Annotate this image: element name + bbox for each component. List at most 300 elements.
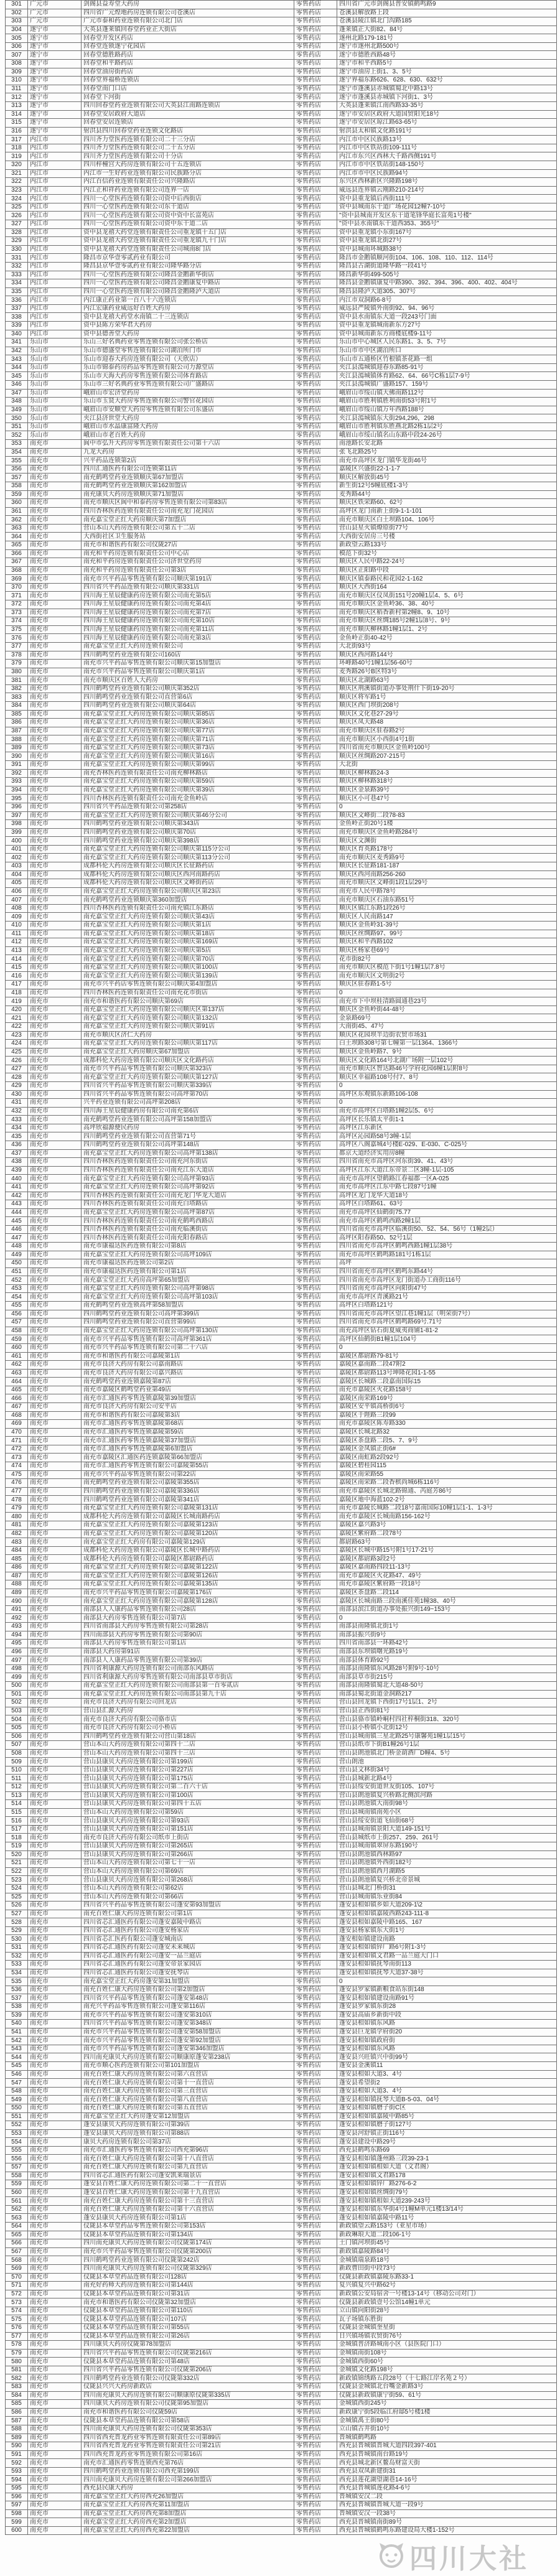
store-name-cell: 四川杏林医药连锁有限责任公司南充金鱼岭店 xyxy=(82,795,294,803)
city-cell: 南充市 xyxy=(28,2442,82,2451)
store-name-cell: 南充市良济大药房有限公司纸市上街店 xyxy=(82,1834,294,1842)
store-name-cell: 南充嘉宝堂正红大药房连锁有限公司顺庆第85店 xyxy=(82,710,294,719)
category-cell: 零售药店 xyxy=(294,2509,337,2518)
row-number-cell: 433 xyxy=(6,1116,28,1124)
row-number-cell: 459 xyxy=(6,1335,28,1344)
row-number-cell: 308 xyxy=(6,60,28,68)
category-cell: 零售药店 xyxy=(294,2112,337,2121)
store-name-cell: 南充嘉宝堂正红大药房连锁有限公司嘉陵第135店 xyxy=(82,1580,294,1589)
row-number-cell: 520 xyxy=(6,1850,28,1859)
category-cell: 零售药店 xyxy=(294,1732,337,1741)
address-cell: 嘉陵区都尉路79-81号 xyxy=(337,1352,557,1361)
row-number-cell: 468 xyxy=(6,1411,28,1420)
row-number-cell: 472 xyxy=(6,1445,28,1454)
row-number-cell: 401 xyxy=(6,845,28,854)
category-cell: 零售药店 xyxy=(294,110,337,119)
table-row xyxy=(6,811,557,820)
store-name-cell: 乐山市迎春大药房连锁有限公司（天欣店） xyxy=(82,355,294,364)
city-cell: 南充市 xyxy=(28,2028,82,2037)
address-cell: 营山县朗池镇西林路97 xyxy=(337,1850,557,1859)
address-cell: 仪陇县新政镇嘉陵东路33-1 xyxy=(337,2273,557,2282)
row-number-cell: 309 xyxy=(6,68,28,77)
row-number-cell: 538 xyxy=(6,2003,28,2012)
address-cell: 乐山市中心城区人民东路1、3、5、7号 xyxy=(337,338,557,347)
table-row xyxy=(6,1437,557,1445)
city-cell: 南充市 xyxy=(28,1302,82,1310)
category-cell: 零售药店 xyxy=(294,93,337,102)
category-cell: 零售药店 xyxy=(294,34,337,43)
table-row xyxy=(6,2155,557,2163)
city-cell: 南充市 xyxy=(28,2053,82,2062)
city-cell: 南充市 xyxy=(28,1623,82,1631)
table-row xyxy=(6,1859,557,1868)
address-cell: 营山县城南镇三星北路25号康馨苑1幢1层15号 xyxy=(337,1732,557,1741)
category-cell: 零售药店 xyxy=(294,1943,337,1952)
store-name-cell: 内江百信药业连锁有限责任公司兴隆路店 xyxy=(82,178,294,187)
city-cell: 内江市 xyxy=(28,287,82,296)
row-number-cell: 316 xyxy=(6,127,28,136)
store-name-cell: 四川鹤鸣堂药业连锁有限公司顺庆第398店 xyxy=(82,837,294,846)
table-row xyxy=(6,1724,557,1732)
row-number-cell: 497 xyxy=(6,1656,28,1665)
address-cell: 西充县晋城镇南台路19号 xyxy=(337,2450,557,2459)
store-name-cell: 四川省利康源大药房连锁有限公司南部东风路店 xyxy=(82,1664,294,1673)
city-cell: 南充市 xyxy=(28,963,82,972)
category-cell: 零售药店 xyxy=(294,2467,337,2476)
address-cell: 营山县城北门桥街31 xyxy=(337,1884,557,1893)
store-name-cell: 四川鹤鸣堂药业连锁有限公司直营第6店 xyxy=(82,693,294,702)
table-row xyxy=(6,1977,557,1986)
row-number-cell: 431 xyxy=(6,1099,28,1108)
row-number-cell: 596 xyxy=(6,2493,28,2501)
row-number-cell: 327 xyxy=(6,220,28,229)
category-cell: 零售药店 xyxy=(294,1707,337,1715)
category-cell: 零售药店 xyxy=(294,2298,337,2307)
address-cell: 四川省南充市顺庆区金鱼岭100号 xyxy=(337,744,557,752)
category-cell: 零售药店 xyxy=(294,2501,337,2510)
row-number-cell: 545 xyxy=(6,2062,28,2071)
store-name-cell: 四川鹤鸣堂药业连锁有限公司仪陇第332店 xyxy=(82,2374,294,2383)
table-row xyxy=(6,1107,557,1116)
address-cell: 土门镇河坝街45号 xyxy=(337,2239,557,2248)
city-cell: 南充市 xyxy=(28,795,82,803)
category-cell: 零售药店 xyxy=(294,2383,337,2392)
city-cell: 南充市 xyxy=(28,2282,82,2290)
address-cell: 南充市顺庆区石油东路51号 xyxy=(337,896,557,905)
city-cell: 南充市 xyxy=(28,1529,82,1538)
address-cell: 四川省南充市高坪区鹤鸣西路1幢1层38号 xyxy=(337,1242,557,1251)
city-cell: 南充市 xyxy=(28,1775,82,1783)
row-number-cell: 385 xyxy=(6,710,28,719)
category-cell: 零售药店 xyxy=(294,1234,337,1243)
city-cell: 南充市 xyxy=(28,1065,82,1073)
store-name-cell: 四川西充晋龙药业零售连锁有限公司第16店 xyxy=(82,2450,294,2459)
address-cell: 顺庆区幸福路108号付7、8号 xyxy=(337,1073,557,1082)
address-cell: 0 xyxy=(337,989,557,997)
row-number-cell: 574 xyxy=(6,2307,28,2315)
watermark xyxy=(377,2536,529,2576)
row-number-cell: 345 xyxy=(6,372,28,381)
row-number-cell: 546 xyxy=(6,2070,28,2079)
store-name-cell: 隆昌市京华壹零贰药业有限公司 xyxy=(82,254,294,263)
category-cell: 零售药店 xyxy=(294,1842,337,1851)
category-cell: 零售药店 xyxy=(294,870,337,879)
category-cell: 零售药店 xyxy=(294,2417,337,2425)
table-row xyxy=(6,566,557,575)
category-cell: 零售药店 xyxy=(294,1656,337,1665)
category-cell: 零售药店 xyxy=(294,186,337,195)
row-number-cell: 450 xyxy=(6,1259,28,1268)
category-cell: 零售药店 xyxy=(294,549,337,558)
address-cell: 南部县蜀北街道金洞路217 xyxy=(337,1690,557,1699)
row-number-cell: 392 xyxy=(6,769,28,778)
category-cell: 零售药店 xyxy=(294,2315,337,2324)
city-cell: 南充市 xyxy=(28,1893,82,1902)
row-number-cell: 324 xyxy=(6,195,28,203)
store-name-cell: 夹江县济世堂大药房 xyxy=(82,414,294,423)
category-cell: 零售药店 xyxy=(294,761,337,770)
table-row xyxy=(6,2450,557,2459)
table-row xyxy=(6,1445,557,1454)
row-number-cell: 371 xyxy=(6,592,28,600)
address-cell: 顺庆区花园坝半边街农贸市场31 xyxy=(337,1031,557,1040)
row-number-cell: 393 xyxy=(6,778,28,786)
row-number-cell: 480 xyxy=(6,1513,28,1521)
city-cell: 南充市 xyxy=(28,1994,82,2003)
table-row xyxy=(6,1378,557,1386)
store-name-cell: 回春堂安居连锁店 xyxy=(82,119,294,128)
store-name-cell: 四川省芯汇医药有限公司蓬安城南店 xyxy=(82,1935,294,1944)
city-cell: 南充市 xyxy=(28,2358,82,2366)
city-cell: 南充市 xyxy=(28,2374,82,2383)
row-number-cell: 352 xyxy=(6,431,28,440)
table-row xyxy=(6,1073,557,1082)
store-name-cell: 成都科伦大药房连锁有限公司嘉陵区长城中路药店 xyxy=(82,1546,294,1555)
city-cell: 南充市 xyxy=(28,1361,82,1370)
city-cell: 南充市 xyxy=(28,1428,82,1437)
address-cell: 蓬安县相如镇蓬州路三段39-23-1 xyxy=(337,2155,557,2163)
row-number-cell: 474 xyxy=(6,1462,28,1471)
store-name-cell: 四川汇通医药有限公司连锁第11店 xyxy=(82,465,294,474)
row-number-cell: 329 xyxy=(6,237,28,246)
row-number-cell: 355 xyxy=(6,457,28,465)
table-row xyxy=(6,2442,557,2451)
store-name-cell: 兴平药业连锁有限公司高坪第208店 xyxy=(82,1099,294,1108)
row-number-cell: 485 xyxy=(6,1555,28,1564)
city-cell: 南充市 xyxy=(28,1048,82,1057)
category-cell: 零售药店 xyxy=(294,660,337,668)
city-cell: 南充市 xyxy=(28,676,82,685)
address-cell: 晋城镇鹤鸣路 xyxy=(337,2434,557,2442)
store-name-cell: 南充嘉宝堂正红大药房连锁有限公司顺庆第46分公司 xyxy=(82,811,294,820)
table-row xyxy=(6,879,557,888)
address-cell: 西充县莲花湖望湖巷14-16号 xyxy=(337,2476,557,2485)
city-cell: 南充市 xyxy=(28,1842,82,1851)
table-row xyxy=(6,1935,557,1944)
table-row xyxy=(6,1952,557,1961)
store-name-cell: 南充嘉宝堂正红大药房连锁有限公司顺庆第169店 xyxy=(82,938,294,947)
row-number-cell: 598 xyxy=(6,2509,28,2518)
address-cell: 环峰路40号1幢1层56-60号 xyxy=(337,660,557,668)
city-cell: 南充市 xyxy=(28,2104,82,2112)
address-cell: 隆昌市金鹅镇顺河街104、106、108、110、112、114号 xyxy=(337,254,557,263)
table-row xyxy=(6,1910,557,1918)
store-name-cell: 南充嘉宝堂正红大药房西充第2加盟店 xyxy=(82,2518,294,2527)
category-cell: 零售药店 xyxy=(294,490,337,499)
table-row xyxy=(6,2104,557,2112)
row-number-cell: 421 xyxy=(6,1014,28,1023)
store-name-cell: 四川省兴平药品连锁有限公司第258店 xyxy=(82,803,294,811)
store-name-cell: 四川杏林医药连锁有限责任公司南充阳春路店 xyxy=(82,1234,294,1243)
address-cell: 顺庆区西河路144号 xyxy=(337,651,557,660)
address-cell: 南充市顺庆柳林路1幢1层1、2号 xyxy=(337,625,557,634)
store-name-cell: 回春堂安居政府大道店 xyxy=(82,110,294,119)
store-name-cell: 成都科伦大药房连锁有限公司顺庆区文化路药店 xyxy=(82,1057,294,1065)
category-cell: 零售药店 xyxy=(294,2282,337,2290)
category-cell: 零售药店 xyxy=(294,245,337,254)
row-number-cell: 322 xyxy=(6,178,28,187)
category-cell: 零售药店 xyxy=(294,254,337,263)
row-number-cell: 405 xyxy=(6,879,28,888)
table-row xyxy=(6,684,557,693)
address-cell: 南充市高坪区龙门镇华龙街46号 xyxy=(337,457,557,465)
category-cell: 零售药店 xyxy=(294,1378,337,1386)
table-row xyxy=(6,896,557,905)
category-cell: 零售药店 xyxy=(294,1986,337,1994)
row-number-cell: 588 xyxy=(6,2425,28,2434)
city-cell: 南充市 xyxy=(28,2417,82,2425)
address-cell: 南部县体育路92号 xyxy=(337,1656,557,1665)
store-name-cell: 四川省兴平药品零售连锁有限公司仪陇第216店 xyxy=(82,2349,294,2358)
row-number-cell: 526 xyxy=(6,1902,28,1910)
category-cell: 零售药店 xyxy=(294,1462,337,1471)
store-name-cell: 南充嘉宝堂正红大药房连锁有限公司顺庆第77店 xyxy=(82,727,294,735)
address-cell: 蓬安县相如镇嘉陵中路85号 xyxy=(337,2112,557,2121)
city-cell: 南充市 xyxy=(28,1986,82,1994)
category-cell: 零售药店 xyxy=(294,2247,337,2256)
store-name-cell: 南充市和谐医药有限公司嘉陵第1店 xyxy=(82,1352,294,1361)
city-cell: 乐山市 xyxy=(28,422,82,431)
store-name-cell: 南充市和谐医药有限公司仪陇27店 xyxy=(82,541,294,550)
category-cell: 零售药店 xyxy=(294,2053,337,2062)
city-cell: 南充市 xyxy=(28,2138,82,2147)
category-cell: 零售药店 xyxy=(294,1048,337,1057)
city-cell: 内江市 xyxy=(28,144,82,152)
category-cell: 零售药店 xyxy=(294,1926,337,1935)
category-cell: 零售药店 xyxy=(294,693,337,702)
city-cell: 南充市 xyxy=(28,913,82,922)
table-row xyxy=(6,77,557,85)
row-number-cell: 476 xyxy=(6,1479,28,1488)
city-cell: 遂宁市 xyxy=(28,68,82,77)
table-row xyxy=(6,499,557,508)
city-cell: 乐山市 xyxy=(28,338,82,347)
table-row xyxy=(6,1335,557,1344)
city-cell: 遂宁市 xyxy=(28,119,82,128)
address-cell: 南充市顺庆区仪凤街151号20幢1层4、5、6号 xyxy=(337,592,557,600)
row-number-cell: 531 xyxy=(6,1943,28,1952)
category-cell: 零售药店 xyxy=(294,330,337,338)
address-cell: 南部县振兴街9号 xyxy=(337,1631,557,1640)
row-number-cell: 556 xyxy=(6,2155,28,2163)
city-cell: 南充市 xyxy=(28,440,82,449)
category-cell: 零售药店 xyxy=(294,2214,337,2223)
city-cell: 南充市 xyxy=(28,1310,82,1318)
table-row xyxy=(6,1758,557,1766)
category-cell: 零售药店 xyxy=(294,524,337,533)
row-number-cell: 441 xyxy=(6,1183,28,1192)
store-name-cell: 隆昌县京华壹零贰药业有限公司隆华路分店 xyxy=(82,262,294,271)
category-cell: 零售药店 xyxy=(294,803,337,811)
row-number-cell: 376 xyxy=(6,634,28,643)
address-cell: 蓬安县相如镇政府街 xyxy=(337,2037,557,2045)
address-cell: 顺庆区铁荣路60、62号 xyxy=(337,499,557,508)
row-number-cell: 301 xyxy=(6,1,28,9)
address-cell: 隆昌县古湖街道隆华路一段41号 xyxy=(337,262,557,271)
category-cell: 零售药店 xyxy=(294,1470,337,1479)
store-name-cell: 南充嘉宝堂正红大药房西充第22加盟店 xyxy=(82,2526,294,2535)
address-cell: 内江市市中区铁站街148-150号 xyxy=(337,161,557,169)
category-cell: 零售药店 xyxy=(294,1022,337,1031)
address-cell: 顺庆区和平西路102 xyxy=(337,938,557,947)
row-number-cell: 374 xyxy=(6,617,28,626)
row-number-cell: 445 xyxy=(6,1217,28,1226)
city-cell: 南充市 xyxy=(28,1276,82,1285)
city-cell: 南充市 xyxy=(28,2188,82,2197)
table-row xyxy=(6,1850,557,1859)
category-cell: 零售药店 xyxy=(294,195,337,203)
table-row xyxy=(6,507,557,516)
table-row xyxy=(6,2518,557,2527)
city-cell: 内江市 xyxy=(28,212,82,220)
city-cell: 内江市 xyxy=(28,330,82,338)
city-cell: 内江市 xyxy=(28,237,82,246)
category-cell: 零售药店 xyxy=(294,51,337,60)
store-name-cell: 南充嘉宝堂正红大药房连锁有限公司嘉陵第123店 xyxy=(82,1521,294,1530)
store-name-cell: 南充市兴平药品零售连锁有限公司顺庆第15加盟店 xyxy=(82,660,294,668)
row-number-cell: 477 xyxy=(6,1487,28,1496)
city-cell: 南充市 xyxy=(28,837,82,846)
table-row xyxy=(6,2172,557,2180)
row-number-cell: 528 xyxy=(6,1918,28,1927)
row-number-cell: 558 xyxy=(6,2172,28,2180)
store-name-cell: 四川南充康贝大药房连锁有限公司仪陇第329店 xyxy=(82,2264,294,2273)
table-row xyxy=(6,1276,557,1285)
category-cell: 零售药店 xyxy=(294,287,337,296)
address-cell: 营山县城新北路4号 xyxy=(337,1775,557,1783)
address-cell: 南池路长安北路 xyxy=(337,440,557,449)
address-cell: 苍溪县陵江镇北门沟路185 xyxy=(337,17,557,26)
table-row xyxy=(6,195,557,203)
row-number-cell: 568 xyxy=(6,2256,28,2265)
category-cell: 零售药店 xyxy=(294,296,337,305)
row-number-cell: 543 xyxy=(6,2045,28,2053)
table-row xyxy=(6,2425,557,2434)
table-row xyxy=(6,169,557,178)
table-row xyxy=(6,262,557,271)
city-cell: 南充市 xyxy=(28,1741,82,1750)
city-cell: 南充市 xyxy=(28,1521,82,1530)
city-cell: 内江市 xyxy=(28,254,82,263)
address-cell: 0 xyxy=(337,1099,557,1108)
table-row xyxy=(6,938,557,947)
city-cell: 南充市 xyxy=(28,1327,82,1335)
store-name-cell: 南充市和谐医药有限公司嘉陵第3店 xyxy=(82,1411,294,1420)
city-cell: 南充市 xyxy=(28,2129,82,2138)
category-cell: 零售药店 xyxy=(294,2197,337,2206)
store-name-cell: 四川南部县大药房零售连锁有限公司第90店 xyxy=(82,1631,294,1640)
city-cell: 南充市 xyxy=(28,1192,82,1200)
store-name-cell: 四川鹤鸣堂药业连锁有限公司嘉陵第341店 xyxy=(82,1496,294,1505)
watermark-text: 四川大社 xyxy=(409,2544,529,2574)
store-name-cell: 四川一心堂医药连锁有限公司隆昌金鹅新华街店 xyxy=(82,271,294,279)
address-cell: 营山县绥安街道世友街105、107号 xyxy=(337,1783,557,1791)
table-row xyxy=(6,152,557,161)
row-number-cell: 444 xyxy=(6,1208,28,1217)
store-name-cell: 南充百姓仁康大药房连锁有限公司第十六直营店 xyxy=(82,2205,294,2214)
row-number-cell: 557 xyxy=(6,2163,28,2172)
city-cell: 南充市 xyxy=(28,448,82,457)
category-cell: 零售药店 xyxy=(294,727,337,735)
row-number-cell: 535 xyxy=(6,1977,28,1986)
store-name-cell: 营山本山大药房连锁有限公司第62店 xyxy=(82,1884,294,1893)
category-cell: 零售药店 xyxy=(294,1276,337,1285)
address-cell: 南充市顺庆区丝绸185号2幢1层8号、9号 xyxy=(337,617,557,626)
category-cell: 零售药店 xyxy=(294,989,337,997)
category-cell: 零售药店 xyxy=(294,2358,337,2366)
store-name-cell: 四川省兴平药品连锁有限公司顺庆第331店 xyxy=(82,583,294,592)
address-cell: 顺庆区镇泰路民和花园2-1-162 xyxy=(337,575,557,584)
table-row xyxy=(6,1961,557,1969)
store-name-cell: 南充嘉宝堂正红大药房连锁有限公司顺庆第59店 xyxy=(82,778,294,786)
address-cell: 蓬安县建设中路29号 xyxy=(337,2138,557,2147)
row-number-cell: 504 xyxy=(6,1715,28,1724)
store-name-cell: 仪陇县本草堂药品连锁有限公司第31店 xyxy=(82,2290,294,2298)
row-number-cell: 544 xyxy=(6,2053,28,2062)
category-cell: 零售药店 xyxy=(294,904,337,913)
table-row xyxy=(6,795,557,803)
row-number-cell: 575 xyxy=(6,2315,28,2324)
address-cell: 模范下街32号 xyxy=(337,549,557,558)
store-name-cell: 南充嘉宝堂正红大药房蓬安第31加盟店 xyxy=(82,1977,294,1986)
category-cell: 零售药店 xyxy=(294,828,337,837)
table-row xyxy=(6,972,557,981)
address-cell: 顺庆区柳林路24-3 xyxy=(337,769,557,778)
address-cell: 营山朗池 xyxy=(337,1758,557,1766)
row-number-cell: 550 xyxy=(6,2104,28,2112)
table-row xyxy=(6,1225,557,1234)
city-cell: 南充市 xyxy=(28,1217,82,1226)
category-cell: 零售药店 xyxy=(294,2172,337,2180)
address-cell: 张飞北路25号 xyxy=(337,448,557,457)
store-name-cell: 南充市顺庆区阆中和泰药房零售连锁有限公司第83店 xyxy=(82,499,294,508)
category-cell: 零售药店 xyxy=(294,684,337,693)
row-number-cell: 359 xyxy=(6,490,28,499)
city-cell: 南充市 xyxy=(28,583,82,592)
table-row xyxy=(6,1428,557,1437)
row-number-cell: 362 xyxy=(6,516,28,525)
table-row xyxy=(6,178,557,187)
table-row xyxy=(6,1631,557,1640)
store-name-cell: 四川鹤鸣堂药业连锁有限公司仪陇第242店 xyxy=(82,2256,294,2265)
category-cell: 零售药店 xyxy=(294,735,337,744)
table-row xyxy=(6,1006,557,1014)
table-row xyxy=(6,2501,557,2510)
category-cell: 零售药店 xyxy=(294,1343,337,1352)
store-name-cell: 乐山市天海大药房零售连锁有限公司体育路店 xyxy=(82,372,294,381)
category-cell: 零售药店 xyxy=(294,1546,337,1555)
row-number-cell: 336 xyxy=(6,296,28,305)
